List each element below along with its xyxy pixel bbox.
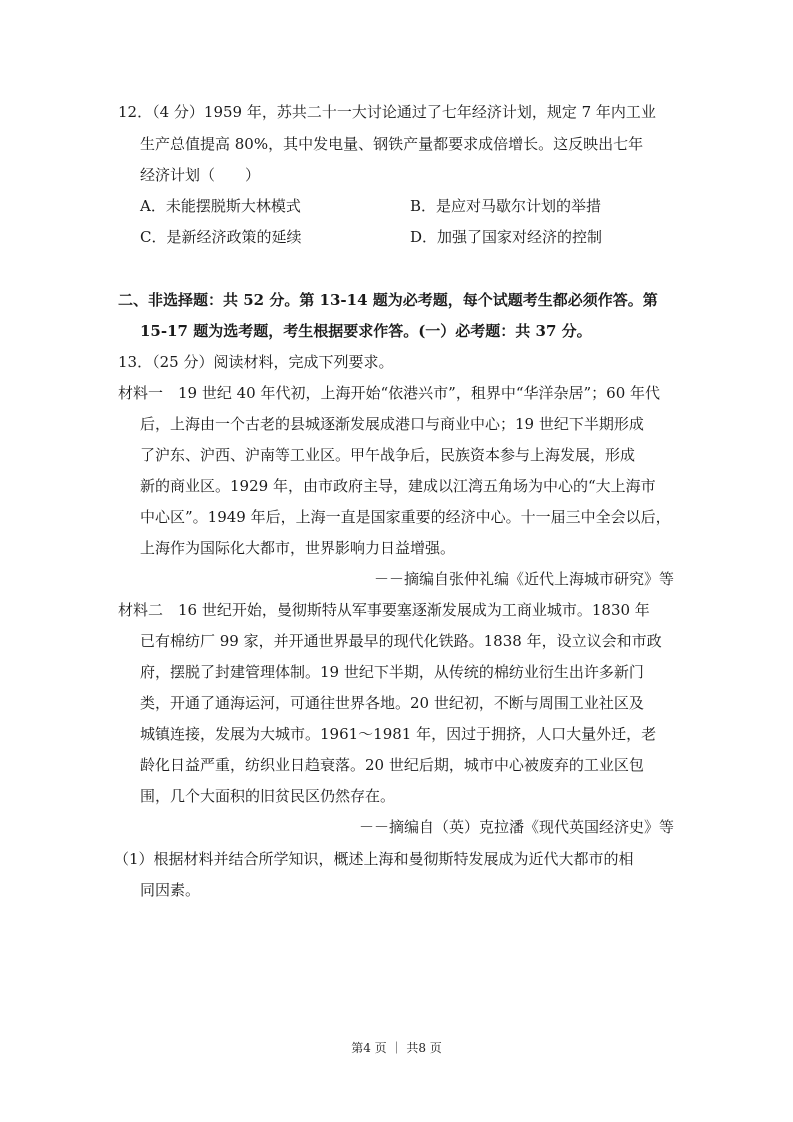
- material1-source: －－摘编自张仲礼编《近代上海城市研究》等: [373, 570, 674, 588]
- material1-line-4: 新的商业区。1929 年，由市政府主导，建成以江湾五角场为中心的“大上海市: [140, 477, 656, 495]
- q13-sub1-line-1: （1）根据材料并结合所学知识，概述上海和曼彻斯特发展成为近代大都市的相: [114, 850, 634, 868]
- q12-option-a: A．未能摆脱斯大林模式: [140, 197, 301, 215]
- q12-line-3: 经济计划（ ）: [140, 166, 261, 184]
- material2-source: －－摘编自（英）克拉潘《现代英国经济史》等: [358, 818, 674, 836]
- material2-line-5: 城镇连接，发展为大城市。1961～1981 年，因过于拥挤，人口大量外迁，老: [140, 725, 657, 743]
- material2-line-4: 类，开通了通海运河，可通往世界各地。20 世纪初，不断与周围工业社区及: [140, 694, 644, 712]
- material1-line-2: 后，上海由一个古老的县城逐渐发展成港口与商业中心；19 世纪下半期形成: [140, 415, 644, 433]
- page-footer: 第4 页 ｜ 共8 页: [351, 1041, 442, 1055]
- material1-line-6: 上海作为国际化大都市，世界影响力日益增强。: [140, 539, 456, 557]
- q12-line-2: 生产总值提高 80%，其中发电量、钢铁产量都要求成倍增长。这反映出七年: [140, 135, 644, 153]
- q13-header: 13．（25 分）阅读材料，完成下列要求。: [118, 353, 394, 371]
- material2-line-1: 材料二 16 世纪开始，曼彻斯特从军事要塞逐渐发展成为工商业城市。1830 年: [118, 601, 650, 619]
- material1-line-5: 中心区”。1949 年后，上海一直是国家重要的经济中心。十一届三中全会以后，: [140, 508, 671, 526]
- q13-sub1-line-2: 同因素。: [140, 881, 201, 899]
- material2-line-2: 已有棉纺厂 99 家，并开通世界最早的现代化铁路。1838 年，设立议会和市政: [140, 632, 662, 650]
- q12-option-c: C．是新经济政策的延续: [140, 228, 302, 246]
- material2-line-6: 龄化日益严重，纺织业日趋衰落。20 世纪后期，城市中心被废弃的工业区包: [140, 756, 644, 774]
- q12-line-1: 12．（4 分）1959 年，苏共二十一大讨论通过了七年经济计划，规定 7 年内工业: [118, 103, 656, 121]
- q12-option-d: D．加强了国家对经济的控制: [410, 228, 603, 246]
- material1-line-3: 了沪东、沪西、沪南等工业区。甲午战争后，民族资本参与上海发展，形成: [140, 446, 636, 464]
- material2-line-7: 围，几个大面积的旧贫民区仍然存在。: [140, 787, 396, 805]
- material2-line-3: 府，摆脱了封建管理体制。19 世纪下半期，从传统的棉纺业衍生出许多新门: [140, 663, 644, 681]
- section2-heading-line-1: 二、非选择题：共 52 分。第 13-14 题为必考题，每个试题考生都必须作答。第: [118, 291, 658, 309]
- material1-line-1: 材料一 19 世纪 40 年代初，上海开始“依港兴市”，租界中“华洋杂居”；60 年代: [118, 384, 661, 402]
- section2-heading-line-2: 15-17 题为选考题，考生根据要求作答。(一）必考题：共 37 分。: [140, 322, 592, 340]
- q12-option-b: B．是应对马歇尔计划的举措: [410, 197, 602, 215]
